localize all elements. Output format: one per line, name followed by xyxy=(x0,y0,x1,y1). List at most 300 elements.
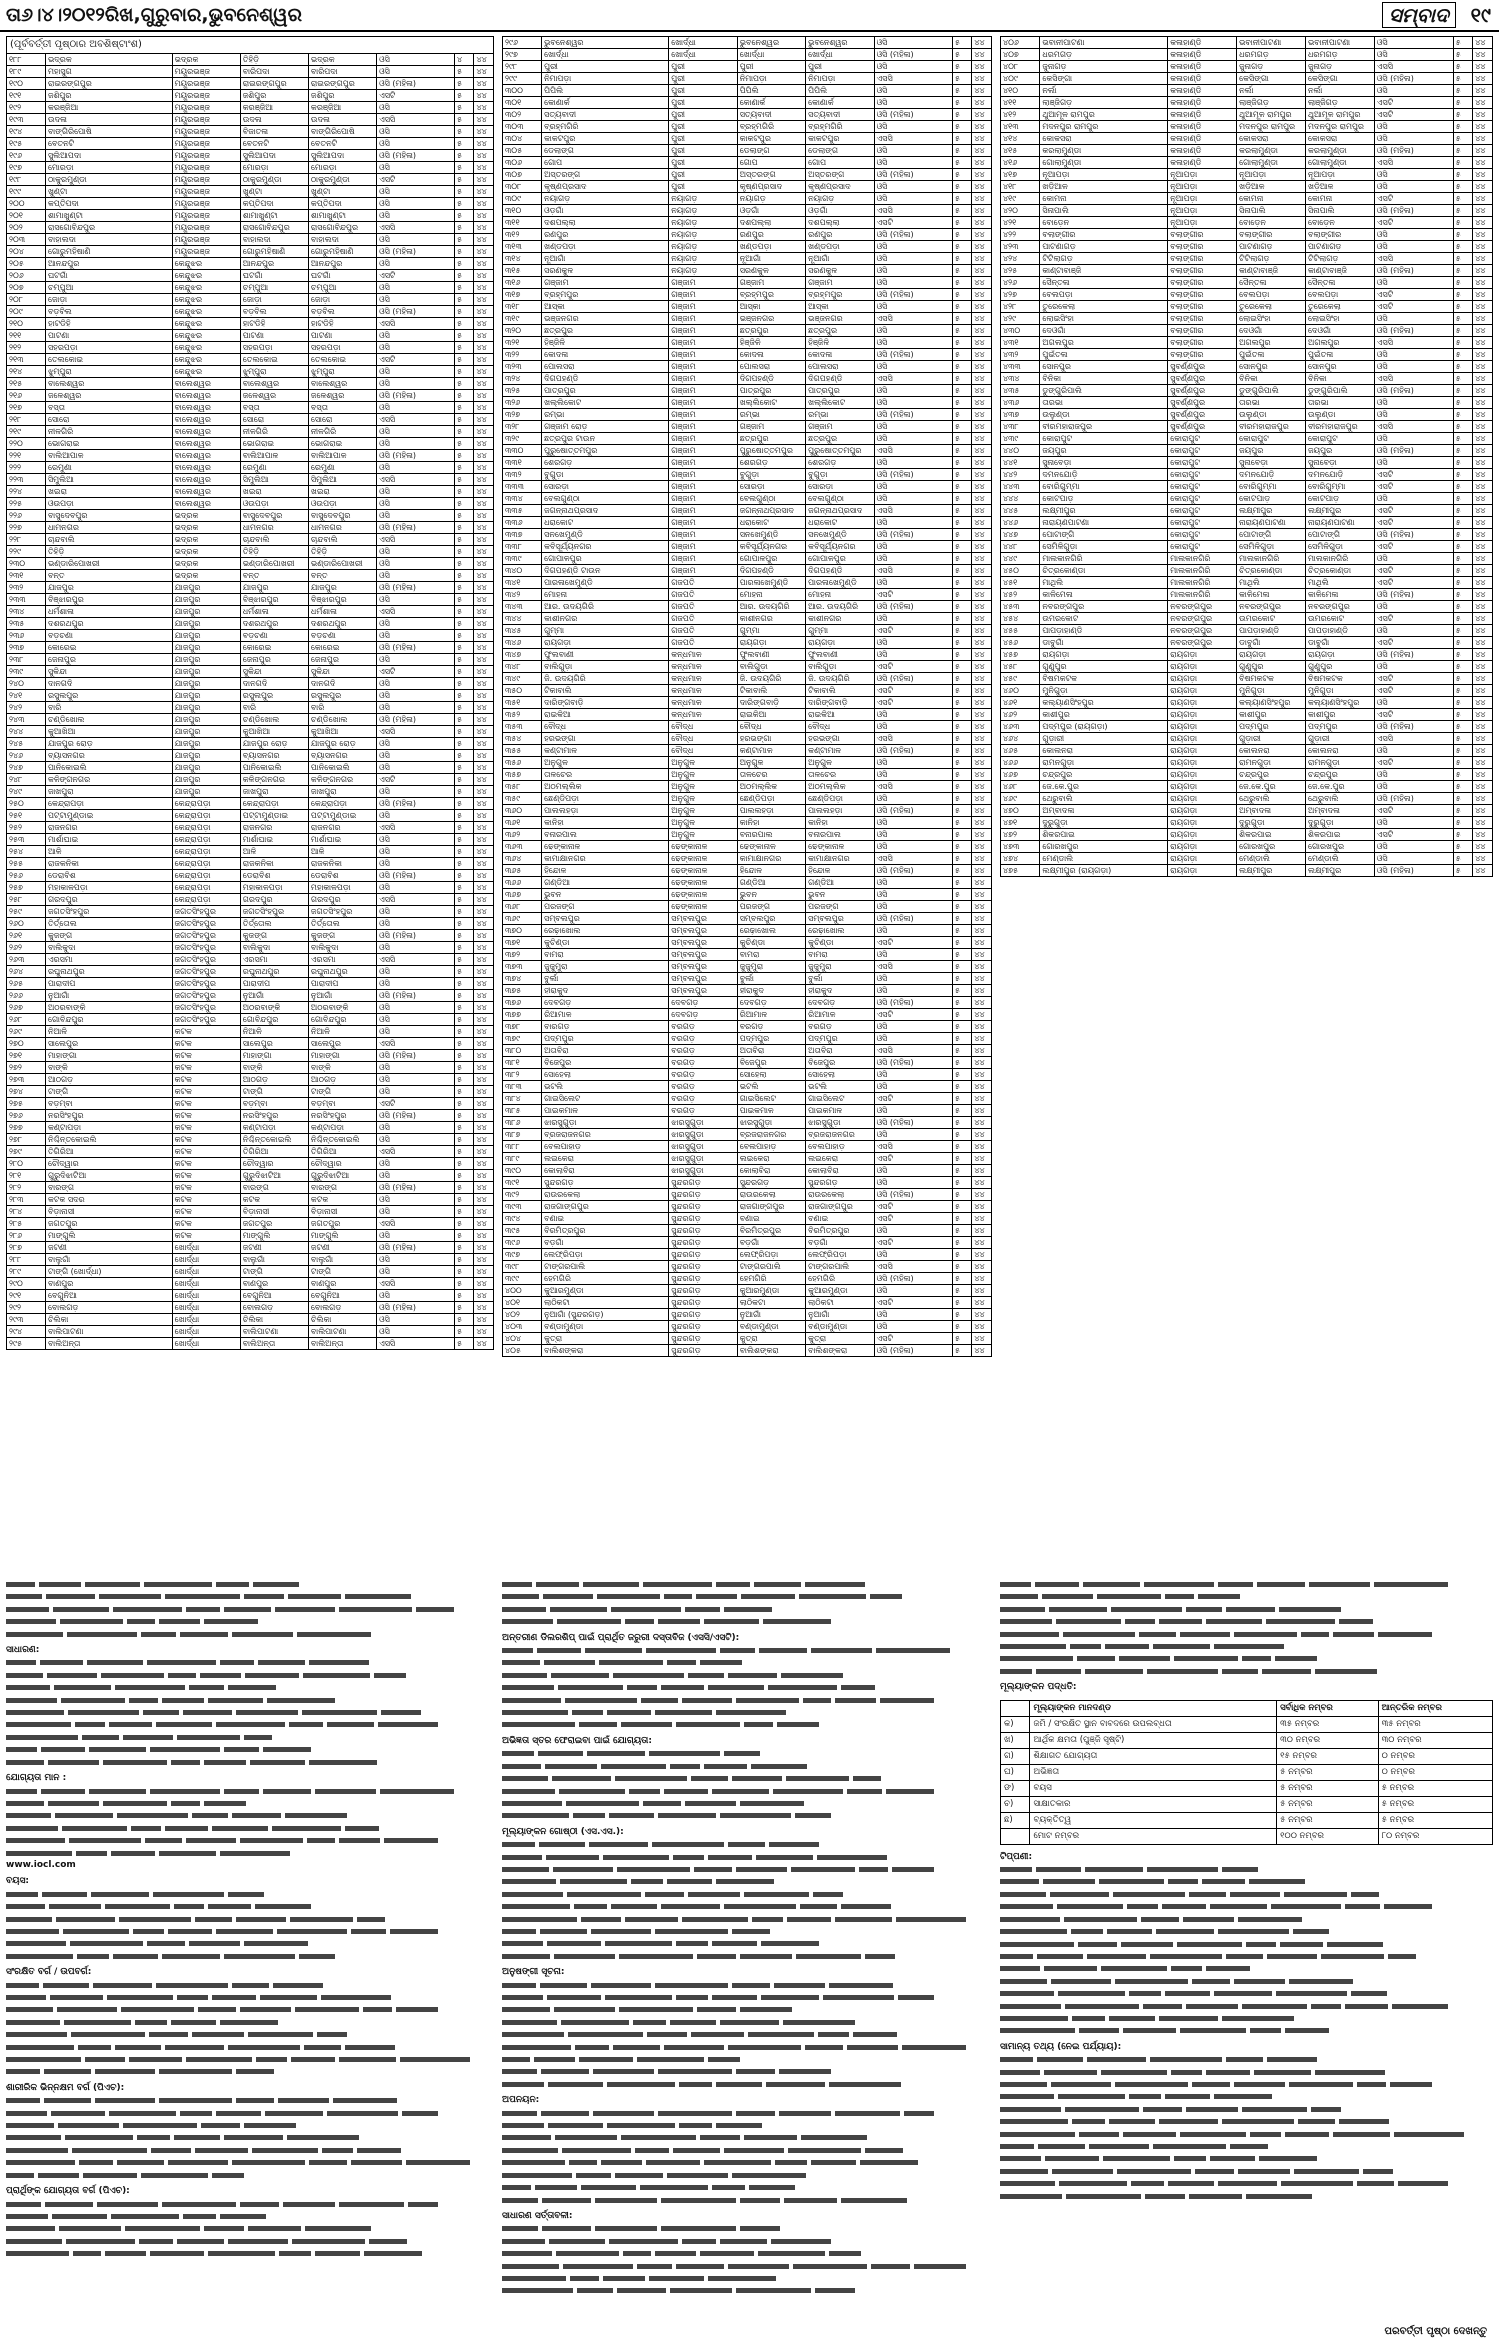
table-cell: କଟକ xyxy=(172,1134,240,1146)
table-cell: ପୁରୀ xyxy=(669,181,737,193)
table-cell: ୫ xyxy=(952,973,972,985)
redacted-word xyxy=(1192,2082,1230,2087)
table-cell: ପୁରୀ xyxy=(669,109,737,121)
table-cell: ୩୯୭ xyxy=(503,1249,542,1261)
table-cell: ତିହିଡ଼ି xyxy=(308,546,376,558)
table-cell: ଓସି xyxy=(377,678,455,690)
table-row xyxy=(1001,1732,1493,1748)
table-cell: ଓସି xyxy=(1374,493,1453,505)
redacted-word xyxy=(643,1801,681,1806)
table-row xyxy=(1001,49,1493,61)
redacted-word xyxy=(150,2251,204,2256)
table-row xyxy=(7,654,494,666)
redacted-word xyxy=(72,2148,147,2153)
table-cell: ସୋନପୁର xyxy=(1306,361,1375,373)
redacted-word xyxy=(543,1594,593,1599)
table-cell: ୪୪ xyxy=(972,697,992,709)
text-line xyxy=(502,1669,992,1681)
table-cell: କୁତ୍ରା xyxy=(737,1333,805,1345)
table-cell: କଟକ xyxy=(172,1122,240,1134)
redacted-word xyxy=(676,1722,740,1727)
redacted-word xyxy=(137,2135,170,2140)
redacted-word xyxy=(147,1941,185,1946)
table-cell: ଓସି xyxy=(874,421,952,433)
table-cell: ଏସଟି xyxy=(1374,685,1453,697)
table-cell: ଅମ୍ବାଦଳା xyxy=(1306,805,1375,817)
brand-block xyxy=(1382,2,1491,28)
redacted-word xyxy=(216,1722,285,1727)
table-cell: ସିମୁଲିଆ xyxy=(240,474,308,486)
table-cell: ଓସି (ମହିଳା) xyxy=(874,1273,952,1285)
table-cell: ବାଲେଶ୍ୱର xyxy=(172,450,240,462)
notice-section-heading: ବୟସ: xyxy=(6,1876,30,1887)
table-cell: ୫ ନମ୍ବର xyxy=(1277,1812,1379,1828)
redacted-word xyxy=(62,1826,127,1831)
table-cell: ୫ xyxy=(952,793,972,805)
redacted-word xyxy=(406,2160,470,2165)
redacted-word xyxy=(384,1838,438,1843)
text-line xyxy=(1000,2165,1493,2177)
redacted-word xyxy=(302,1710,377,1715)
table-cell: ସମ୍ବଲପୁର xyxy=(737,913,805,925)
redacted-word xyxy=(1301,1632,1329,1637)
table-cell: କୋଣାର୍କ xyxy=(806,97,874,109)
table-cell: ୩୬୨ xyxy=(503,829,542,841)
table-cell: ତିଗିରିଆ xyxy=(308,1146,376,1158)
redacted-word xyxy=(556,2251,619,2256)
table-cell: ୫ xyxy=(455,186,474,198)
redacted-word xyxy=(287,2135,359,2140)
redacted-word xyxy=(502,2251,552,2256)
table-cell: ଓସି xyxy=(377,498,455,510)
redacted-word xyxy=(1218,1929,1289,1934)
table-cell: ଝାରସୁଗୁଡ଼ା xyxy=(669,1117,737,1129)
table-cell: ୪୪ xyxy=(972,349,992,361)
table-row xyxy=(503,49,992,61)
table-cell: ତାରଭା xyxy=(1040,397,1168,409)
text-line xyxy=(1000,1640,1493,1652)
table-cell: ଓସି xyxy=(874,649,952,661)
redacted-word xyxy=(815,2288,855,2293)
table-cell: କେନ୍ଦ୍ରାପଡ଼ା xyxy=(172,882,240,894)
redacted-word xyxy=(165,1826,208,1831)
table-cell: ୫ xyxy=(455,1074,474,1086)
table-cell: ୪୪ xyxy=(972,829,992,841)
table-cell: ୫ xyxy=(952,241,972,253)
table-cell: ମାଙ୍ଗୁଲି xyxy=(45,1230,172,1242)
table-cell: ବେଲଗୁଣ୍ଠା xyxy=(806,493,874,505)
table-header-cell: ସର୍ବାଧିକ ନମ୍ବର xyxy=(1277,1700,1379,1716)
redacted-word xyxy=(109,1722,152,1727)
table-cell: ୪୪ xyxy=(474,438,494,450)
table-row xyxy=(1001,241,1493,253)
redacted-word xyxy=(133,1929,164,1934)
table-cell: କୋଲନରା xyxy=(1040,745,1168,757)
table-cell: ଓସି (ମହିଳା) xyxy=(377,1182,455,1194)
table-cell: ନୟାଗଡ଼ xyxy=(669,205,737,217)
table-cell: ବଡ଼ବିଲ xyxy=(240,306,308,318)
redacted-word xyxy=(275,1607,335,1612)
redacted-word xyxy=(357,2148,401,2153)
text-line xyxy=(1000,2140,1493,2152)
table-cell: ୫ xyxy=(455,942,474,954)
redacted-word xyxy=(1087,2057,1146,2062)
table-row xyxy=(1001,733,1493,745)
table-cell: ୨୭୨ xyxy=(7,1062,46,1074)
table-cell: ଓସି xyxy=(874,85,952,97)
redacted-word xyxy=(95,2098,155,2103)
table-cell: ୪୪ xyxy=(1473,565,1493,577)
redacted-word xyxy=(183,2214,216,2219)
table-cell: ୨୫୨ xyxy=(7,822,46,834)
table-cell: ୫ xyxy=(952,961,972,973)
table-cell: କପ୍ତିପଦା xyxy=(45,198,172,210)
redacted-word xyxy=(1037,2057,1083,2062)
redacted-word xyxy=(1159,2016,1218,2021)
table-cell: ୪୪ xyxy=(474,270,494,282)
redacted-word xyxy=(818,2032,849,2037)
table-cell: ଏସସି xyxy=(1374,421,1453,433)
table-cell: କୋରାପୁଟ xyxy=(1168,505,1237,517)
table-cell: ଅନୁଗୁଳ xyxy=(669,829,737,841)
table-cell: ବିଜେପୁର xyxy=(542,1057,669,1069)
table-cell: ଉମରକୋଟ xyxy=(1040,613,1168,625)
table-cell: ଆଠଗଡ଼ xyxy=(308,1074,376,1086)
table-cell: ଗୋରଖପୁର xyxy=(1040,841,1168,853)
table-row xyxy=(7,1050,494,1062)
table-cell: ୫ xyxy=(1453,193,1473,205)
table-cell: ୪୧୯ xyxy=(1001,193,1040,205)
table-cell: ୫ xyxy=(952,1201,972,1213)
table-cell: ୪୪ xyxy=(474,414,494,426)
table-cell: ୫ xyxy=(952,1117,972,1129)
table-cell: ଏସଟି xyxy=(1374,193,1453,205)
redacted-word xyxy=(609,2239,678,2244)
redacted-word xyxy=(101,1673,164,1678)
table-cell: ୪୪୦ xyxy=(1001,445,1040,457)
table-cell: ଏସଟି xyxy=(1374,289,1453,301)
table-cell: ଯାଜପୁର xyxy=(172,606,240,618)
table-cell: ପୁରୁଷୋତ୍ତମପୁର xyxy=(806,445,874,457)
table-cell: କୋରାପୁଟ xyxy=(1168,457,1237,469)
table-cell: ବୌଦ୍ଧ xyxy=(669,745,737,757)
table-cell: ନିମାପଡ଼ା xyxy=(737,73,805,85)
redacted-word xyxy=(502,1941,543,1946)
table-cell: ସହରପଡ଼ା xyxy=(240,342,308,354)
redacted-word xyxy=(1000,2119,1068,2124)
table-cell: ୪୪ xyxy=(972,457,992,469)
table-row xyxy=(7,378,494,390)
table-cell: ଲାଠିକଟା xyxy=(737,1297,805,1309)
redacted-word xyxy=(1000,2132,1075,2137)
table-cell: ଚାନ୍ଦବାଲି xyxy=(45,534,172,546)
table-cell: ଏସସି xyxy=(1374,157,1453,169)
table-cell: ବିନିକା xyxy=(1040,373,1168,385)
website-link[interactable]: www.iocl.com xyxy=(6,1859,76,1870)
redacted-word xyxy=(1357,2082,1386,2087)
table-cell: ୪୪ xyxy=(1473,781,1493,793)
table-cell: ଓସି xyxy=(874,925,952,937)
table-cell: ୪୪୯ xyxy=(1001,553,1040,565)
redacted-word xyxy=(682,2239,716,2244)
table-cell: ୫ xyxy=(1453,205,1473,217)
table-cell: ଓସି xyxy=(377,1014,455,1026)
table-cell: ପାଇକମାଳ xyxy=(542,1105,669,1117)
table-cell: ୪୪ xyxy=(474,918,494,930)
redacted-word xyxy=(587,1751,645,1756)
redacted-word xyxy=(566,1801,639,1806)
table-cell: ଓସି xyxy=(377,702,455,714)
table-cell: ସୋନପୁର xyxy=(1237,361,1306,373)
table-cell: ଓସି xyxy=(377,570,455,582)
table-cell: ହରଭଙ୍ଗା xyxy=(806,733,874,745)
redacted-word xyxy=(1293,1929,1329,1934)
redacted-word xyxy=(540,1929,587,1934)
table-cell: ୫ xyxy=(952,157,972,169)
table-cell: ଢେଙ୍କାନାଳ xyxy=(669,889,737,901)
table-cell: ଜୁନାଗଡ଼ xyxy=(1040,61,1168,73)
table-cell: ଗଞ୍ଜାମ xyxy=(669,337,737,349)
table-cell: ୨୭୭ xyxy=(7,1122,46,1134)
table-cell: ପୁରୀ xyxy=(542,61,669,73)
text-line xyxy=(502,2078,992,2090)
table-cell: ସୁନ୍ଦରଗଡ଼ xyxy=(669,1213,737,1225)
table-cell: ଗଞ୍ଜାମ xyxy=(669,505,737,517)
table-cell: କରଲାମୁଣ୍ଡା xyxy=(1237,145,1306,157)
redacted-word xyxy=(1153,1644,1210,1649)
table-cell: ଚମ୍ପୁଆ xyxy=(308,282,376,294)
table-row xyxy=(503,157,992,169)
table-cell: ରାୟଗଡ଼ା xyxy=(1168,865,1237,877)
table-row xyxy=(7,1074,494,1086)
table-cell: ୨୨୮ xyxy=(7,534,46,546)
table-cell: ୫ xyxy=(455,294,474,306)
table-cell: କୋରେଇ xyxy=(45,642,172,654)
redacted-word xyxy=(351,2160,402,2165)
table-cell: ବରଗଡ଼ xyxy=(669,1093,737,1105)
table-cell: ରଣପୁର xyxy=(542,229,669,241)
table-cell: ଦୁରୁଗୁଡ଼ା xyxy=(1306,817,1375,829)
redacted-word xyxy=(71,2032,145,2037)
table-cell: ସମ୍ବଲପୁର xyxy=(806,913,874,925)
text-line xyxy=(502,2247,992,2259)
table-cell: ୧୯୮ xyxy=(7,174,46,186)
table-cell: ଏରସମା xyxy=(240,954,308,966)
table-cell: ଗଞ୍ଜାମ xyxy=(669,397,737,409)
table-cell: ୪୪ xyxy=(1473,829,1493,841)
table-row xyxy=(1001,421,1493,433)
redacted-word xyxy=(691,2032,744,2037)
table-cell: କେନ୍ଦୁଝର xyxy=(172,306,240,318)
text-line xyxy=(1000,1590,1493,1602)
table-cell: ଲକ୍ଷ୍ମୀପୁର xyxy=(1306,865,1375,877)
table-cell: ୫ xyxy=(1453,817,1473,829)
redacted-word xyxy=(6,2173,34,2178)
table-row xyxy=(7,1302,494,1314)
table-cell: ୪୪ xyxy=(972,1285,992,1297)
redacted-word xyxy=(165,1594,240,1599)
table-cell: ୫ xyxy=(952,997,972,1009)
table-row xyxy=(503,301,992,313)
table-cell: କୋମନା xyxy=(1040,193,1168,205)
table-cell: ପଦ୍ମପୁର xyxy=(1237,721,1306,733)
text-line xyxy=(6,1718,494,1730)
redacted-word xyxy=(1000,2004,1061,2009)
table-cell: ୫ xyxy=(455,546,474,558)
table-cell: ୪୨୬ xyxy=(1001,277,1040,289)
table-cell: ୪୪ xyxy=(474,510,494,522)
table-cell: ୫ xyxy=(1453,109,1473,121)
redacted-word xyxy=(283,2202,335,2207)
table-cell: ୨୩୯ xyxy=(7,666,46,678)
table-cell: ୪୧୪ xyxy=(1001,133,1040,145)
table-cell: ଚନ୍ଦ୍ରପୁର xyxy=(1306,769,1375,781)
table-cell: ହୀରାକୁଦ xyxy=(542,985,669,997)
redacted-word xyxy=(139,2239,173,2244)
table-cell: କୋରାପୁଟ xyxy=(1040,433,1168,445)
table-cell: ୪୨୩ xyxy=(1001,241,1040,253)
redacted-word xyxy=(6,1760,44,1765)
table-cell: ୪୪ xyxy=(972,853,992,865)
table-cell: ବନାରପାଲ xyxy=(542,829,669,841)
table-cell: ୪୪ xyxy=(972,733,992,745)
table-cell: ବୁଗୁଡ଼ା xyxy=(542,469,669,481)
table-cell: ଥେରୁବାଲି xyxy=(1040,793,1168,805)
table-cell: ୫ xyxy=(455,1278,474,1290)
redacted-word xyxy=(502,1751,534,1756)
text-line xyxy=(6,2041,494,2053)
text-line xyxy=(502,1706,992,1718)
redacted-word xyxy=(667,1879,712,1884)
table-cell: ୫ xyxy=(455,642,474,654)
table-cell: ୪୪ xyxy=(1473,589,1493,601)
table-cell: ୫ xyxy=(455,126,474,138)
table-cell: ୩୯୨ xyxy=(503,1189,542,1201)
table-cell: ୪୪ xyxy=(474,534,494,546)
table-cell: ୪୪ xyxy=(972,1165,992,1177)
notice-section-heading: ସାଧାରଣ ସର୍ତ୍ତାବଳୀ: xyxy=(502,2210,573,2221)
redacted-word xyxy=(754,1582,801,1587)
table-cell: ଜଗତପୁର xyxy=(240,1218,308,1230)
table-cell: ବାରଙ୍ଗ xyxy=(240,1182,308,1194)
redacted-word xyxy=(260,1995,317,2000)
table-cell: ୪୪୮ xyxy=(1001,541,1040,553)
redacted-word xyxy=(1000,2016,1068,2021)
table-cell: ଯାଜପୁର xyxy=(172,714,240,726)
redacted-word xyxy=(670,2288,732,2293)
table-cell: ୩୯୫ xyxy=(503,1225,542,1237)
table-cell: ପାରଳାଖେମୁଣ୍ଡି xyxy=(737,577,805,589)
table-cell: ଗଞ୍ଜାମ xyxy=(669,529,737,541)
table-cell: ବାରିପଦା xyxy=(240,66,308,78)
text-line xyxy=(502,1979,992,1991)
redacted-word xyxy=(291,2057,335,2062)
table-cell: କେନ୍ଦୁଝର xyxy=(172,258,240,270)
redacted-word xyxy=(1131,2181,1164,2186)
redacted-word xyxy=(6,1813,51,1818)
table-cell: କେନ୍ଦୁଝର xyxy=(172,342,240,354)
table-row xyxy=(1001,193,1493,205)
notice-section-heading: ପ୍ରାର୍ଥିଙ୍କ ଯୋଗ୍ୟତା ବର୍ଗ (ପିଏଚ): xyxy=(6,2186,130,2197)
table-cell: ରମ୍ଭା xyxy=(542,409,669,421)
redacted-word xyxy=(1279,1607,1341,1612)
redacted-word xyxy=(1083,1582,1140,1587)
redacted-word xyxy=(6,1954,73,1959)
table-cell: ଲୋଇସିଂହା xyxy=(1306,313,1375,325)
table-cell: ଝୁମ୍ପୁରା xyxy=(308,366,376,378)
redacted-word xyxy=(1186,1607,1222,1612)
table-cell: ୫ xyxy=(455,786,474,798)
table-cell: ୪୪ xyxy=(972,121,992,133)
redacted-word xyxy=(46,1594,95,1599)
table-row xyxy=(1001,757,1493,769)
table-cell: ଓସି xyxy=(1374,169,1453,181)
table-cell: ତିଗିରିଆ xyxy=(240,1146,308,1158)
table-row xyxy=(503,577,992,589)
table-cell: ଗଞ୍ଜାମ xyxy=(669,541,737,553)
table-cell: ଓସି xyxy=(377,978,455,990)
table-row xyxy=(503,265,992,277)
table-row xyxy=(503,493,992,505)
table-row xyxy=(503,985,992,997)
table-cell: ୪୪ xyxy=(972,337,992,349)
table-cell: ନୂଆପଡ଼ା xyxy=(1237,169,1306,181)
redacted-word xyxy=(631,1879,663,1884)
table-cell: ୫ xyxy=(952,1093,972,1105)
table-cell: ଖୋର୍ଦ୍ଧା xyxy=(172,1290,240,1302)
table-cell: ଯାଜପୁର xyxy=(172,726,240,738)
table-cell: ୪୪ xyxy=(972,1261,992,1273)
redacted-word xyxy=(537,1648,581,1653)
table-cell: ୪୪ xyxy=(972,1021,992,1033)
table-cell: ଓଡ଼ଗାଁ xyxy=(542,205,669,217)
table-cell: ମାଲକାନଗିରି xyxy=(1306,553,1375,565)
text-line xyxy=(1000,1615,1493,1627)
table-cell: ୫ xyxy=(455,630,474,642)
table-cell: ୫ xyxy=(455,750,474,762)
table-cell: ୫ xyxy=(952,769,972,781)
table-cell: ଡାବୁଗାଁ xyxy=(1306,637,1375,649)
table-cell: ତୁରେକେଲା xyxy=(1237,301,1306,313)
redacted-word xyxy=(75,1722,105,1727)
table-cell: ଗୋଲାମୁଣ୍ଡା xyxy=(1237,157,1306,169)
redacted-word xyxy=(1052,2169,1113,2174)
redacted-word xyxy=(295,2007,359,2012)
table-cell: ଏସଟି xyxy=(874,217,952,229)
text-line xyxy=(502,1603,992,1615)
table-cell: ୪୪ xyxy=(972,409,992,421)
table-cell: ୪୪ xyxy=(1473,853,1493,865)
redacted-word xyxy=(327,2111,398,2116)
table-cell: ଏସଟି xyxy=(874,589,952,601)
table-cell: ଦିଗପହଣ୍ଡି xyxy=(806,373,874,385)
table-cell: ଖଣ୍ଡପଡ଼ା xyxy=(542,241,669,253)
table-cell: ଓସି xyxy=(1374,553,1453,565)
table-cell: ନିଆଳି xyxy=(45,1026,172,1038)
redacted-word xyxy=(569,2160,597,2165)
text-line xyxy=(6,1913,494,1925)
table-cell: ଶିକରପାଇ xyxy=(1040,829,1168,841)
table-cell: ଝାରସୁଗୁଡ଼ା xyxy=(737,1117,805,1129)
table-cell: ଅଠରବାଙ୍କି xyxy=(45,1002,172,1014)
table-cell: ୫ xyxy=(952,217,972,229)
table-cell: ଓସି xyxy=(377,126,455,138)
table-cell: ଗୁମ୍ମା xyxy=(737,625,805,637)
redacted-word xyxy=(502,1954,550,1959)
table-cell: ଚାନ୍ଦବାଲି xyxy=(308,534,376,546)
table-cell: ପାରାଦୀପ xyxy=(45,978,172,990)
table-row xyxy=(7,450,494,462)
